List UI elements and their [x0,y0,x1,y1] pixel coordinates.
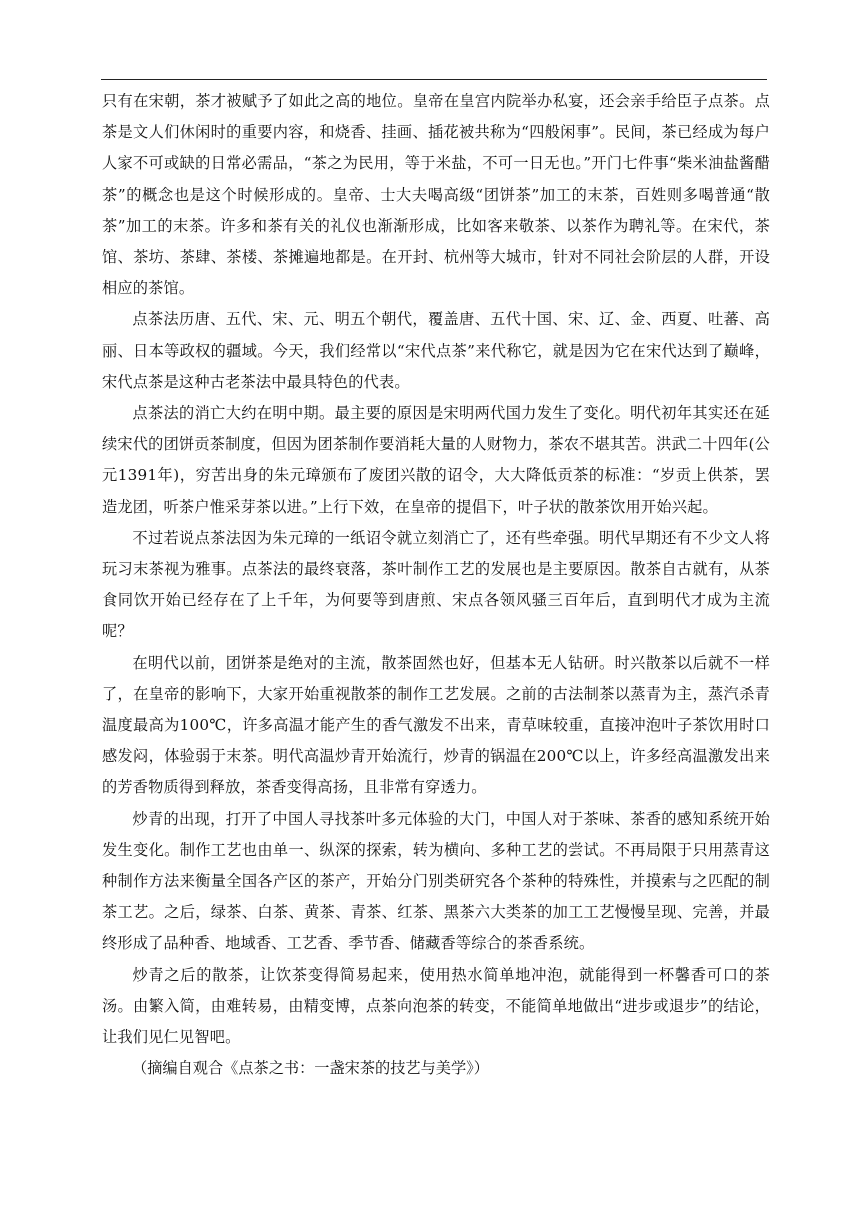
source-citation: （摘编自观合《点茶之书：一盏宋茶的技艺与美学》） [132,1059,489,1078]
paragraph-1: 只有在宋朝，茶才被赋予了如此之高的地位。皇帝在皇宫内院举办私宴，还会亲手给臣子点茶。点茶是文人们休闲时的重要内容，和烧香、挂画、插花被共称为“四般闲事”。民间，茶已经成为每户人家不可或缺的日常必需品，“茶之为民用，等于米盐，不可一日无也。”开门七件事“柴米油盐酱醋茶”的概念也是这个时候形成的。皇帝、士大夫喝高级“团饼茶”加工的末茶，百姓则多喝普通“散茶”加工的末茶。许多和茶有关的礼仪也渐渐形成，比如客来敬茶、以茶作为聘礼等。在宋代，茶馆、茶坊、茶肆、茶楼、茶摊遍地都是。在开封、杭州等大城市，针对不同社会阶层的人群，开设相应的茶馆。 [102,92,770,298]
paragraph-3: 点茶法的消亡大约在明中期。最主要的原因是宋明两代国力发生了变化。明代初年其实还在延续宋代的团饼贡茶制度，但因为团茶制作要消耗大量的人财物力，茶农不堪其苦。洪武二十四年(公元1391年)，穷苦出身的朱元璋颁布了废团兴散的诏令，大大降低贡茶的标准：“岁贡上供茶，罢造龙团，听茶户惟采芽茶以进。”上行下效，在皇帝的提倡下，叶子状的散茶饮用开始兴起。 [102,404,770,516]
article-body [102,86,770,1085]
paragraph-2: 点茶法历唐、五代、宋、元、明五个朝代，覆盖唐、五代十国、宋、辽、金、西夏、吐蕃、高丽、日本等政权的疆域。今天，我们经常以“宋代点茶”来代称它，就是因为它在宋代达到了巅峰，宋代点茶是这种古老茶法中最具特色的代表。 [102,310,770,391]
paragraph-6: 炒青的出现，打开了中国人寻找茶叶多元体验的大门，中国人对于茶味、茶香的感知系统开始发生变化。制作工艺也由单一、纵深的探索，转为横向、多种工艺的尝试。不再局限于只用蒸青这种制作方法来衡量全国各产区的茶产，开始分门别类研究各个茶种的特殊性，并摸索与之匹配的制茶工艺。之后，绿茶、白茶、黄茶、青茶、红茶、黑茶六大类茶的加工工艺慢慢呈现、完善，并最终形成了品种香、地域香、工艺香、季节香、储藏香等综合的茶香系统。 [102,809,770,953]
paragraph-5: 在明代以前，团饼茶是绝对的主流，散茶固然也好，但基本无人钻研。时兴散茶以后就不一样了，在皇帝的影响下，大家开始重视散茶的制作工艺发展。之前的古法制茶以蒸青为主，蒸汽杀青温度最高为100℃，许多高温才能产生的香气激发不出来，青草味较重，直接冲泡叶子茶饮用时口感发闷，体验弱于末茶。明代高温炒青开始流行，炒青的锅温在200℃以上，许多经高温激发出来的芳香物质得到释放，茶香变得高扬，且非常有穿透力。 [102,653,770,797]
paragraph-4: 不过若说点茶法因为朱元璋的一纸诏令就立刻消亡了，还有些牵强。明代早期还有不少文人将玩习末茶视为雅事。点茶法的最终衰落，茶叶制作工艺的发展也是主要原因。散茶自古就有，从茶食同饮开始已经存在了上千年，为何要等到唐煎、宋点各领风骚三百年后，直到明代才成为主流呢？ [102,528,770,641]
paragraph-7: 炒青之后的散茶，让饮茶变得简易起来，使用热水简单地冲泡，就能得到一杯馨香可口的茶汤。由繁入简，由难转易，由精变博，点茶向泡茶的转变，不能简单地做出“进步或退步”的结论，让我们见仁见智吧。 [102,965,770,1047]
header-rule [101,79,767,80]
